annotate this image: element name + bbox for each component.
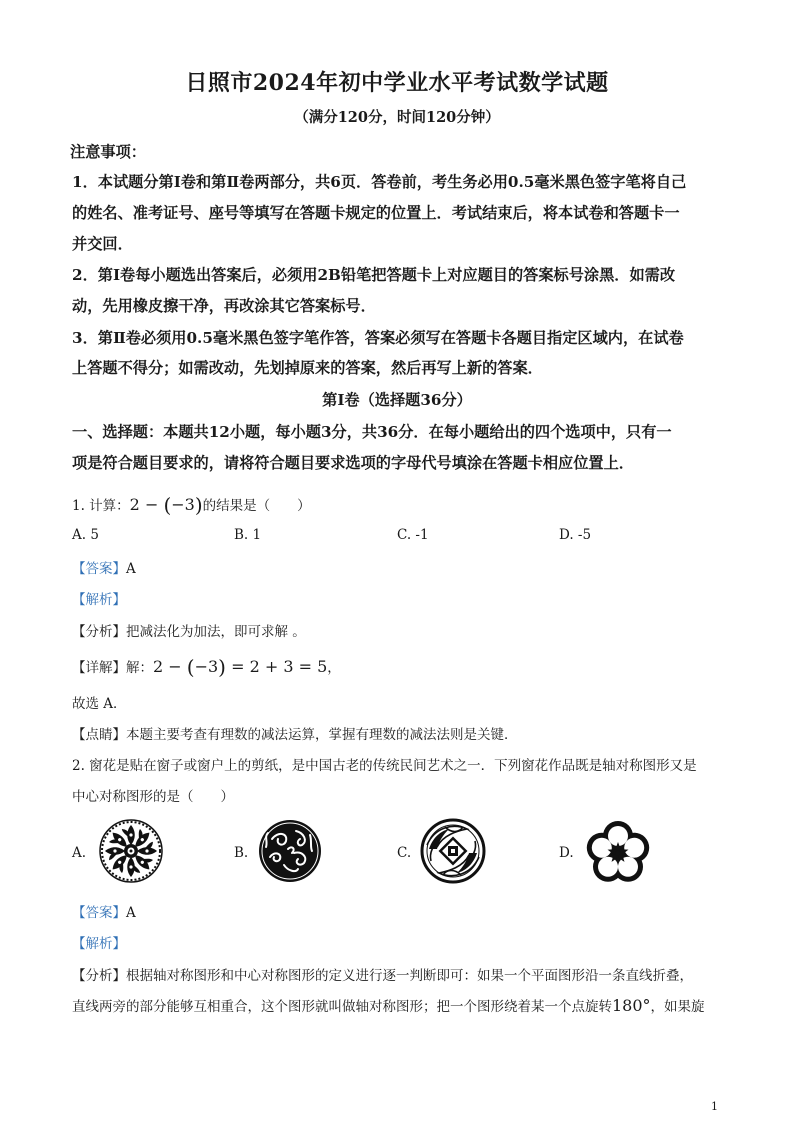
q2-option-c-label: C. — [397, 845, 412, 861]
q1-analysis-tag: 【解析】 — [72, 592, 126, 608]
notes-line: 3．第Ⅱ卷必须用0.5毫米黑色签字笔作答，答案必须写在答题卡各题目指定区域内，在试卷 — [72, 329, 684, 347]
paper-cut-flower-a-icon — [98, 818, 164, 884]
q1-option-b: B. 1 — [234, 527, 262, 543]
q1-stem — [72, 493, 311, 517]
section-intro-line: 项是符合题目要求的，请将符合题目要求选项的字母代号填涂在答题卡相应位置上． — [72, 454, 634, 472]
notes-line: 1．本试题分第Ⅰ卷和第Ⅱ卷两部分，共6页．答卷前，考生务必用0.5毫米黑色签字笔将自己 — [72, 173, 687, 191]
q1-option-a: A. 5 — [72, 527, 99, 543]
paper-cut-flower-b-icon — [257, 818, 323, 884]
paper-cut-flower-d-icon — [580, 818, 656, 888]
q2-stem-line1: 2. 窗花是贴在窗子或窗户上的剪纸，是中国古老的传统民间艺术之一．下列窗花作品既是轴对称图形又是 — [72, 758, 697, 774]
q1-prefix: 1. 计算： — [72, 498, 130, 514]
section-heading: 第Ⅰ卷（选择题36分） — [322, 391, 472, 409]
q2-option-b-label: B. — [234, 845, 249, 861]
paper-cut-flower-c-icon — [420, 818, 486, 884]
q2-stem-line2: 中心对称图形的是（ ） — [72, 789, 234, 805]
section-intro-line: 一、选择题：本题共12小题，每小题3分，共36分．在每小题给出的四个选项中，只有一 — [72, 423, 672, 441]
q1-detail-expression: 2 − (−3) = 2 + 3 = 5 — [153, 655, 328, 679]
q1-expression: 2 − (−3) — [129, 493, 203, 517]
notes-line: 2．第Ⅰ卷每小题选出答案后，必须用2B铅笔把答题卡上对应题目的答案标号涂黑．如需改 — [72, 266, 676, 284]
q1-suffix: 的结果是（ ） — [202, 498, 311, 514]
q1-detail: 【详解】解：2 − (−3) = 2 + 3 = 5， — [72, 655, 341, 679]
q2-option-d-label: D. — [559, 845, 574, 861]
q1-option-c: C. -1 — [397, 527, 429, 543]
page-subtitle: （满分120分，时间120分钟） — [294, 109, 500, 126]
q2-analysis-tag: 【解析】 — [72, 936, 126, 952]
q1-dianjing: 【点睛】本题主要考查有理数的减法运算，掌握有理数的减法法则是关键． — [72, 727, 518, 743]
q1-fenxi: 【分析】把减法化为加法，即可求解 。 — [72, 624, 306, 640]
q2-fenxi-line1: 【分析】根据轴对称图形和中心对称图形的定义进行逐一判断即可：如果一个平面图形沿一条直线折叠， — [72, 968, 693, 984]
notes-heading: 注意事项： — [70, 143, 146, 161]
q2-option-a-label: A. — [72, 845, 87, 861]
q2-answer: 【答案】A — [72, 905, 136, 921]
q1-option-d: D. -5 — [559, 527, 592, 543]
q2-fenxi-line2: 直线两旁的部分能够互相重合，这个图形就叫做轴对称图形；把一个图形绕着某一个点旋转180°，如果旋 — [72, 996, 705, 1015]
page-number: 1 — [711, 1100, 718, 1113]
notes-line: 的姓名、准考证号、座号等填写在答题卡规定的位置上．考试结束后，将本试卷和答题卡一 — [72, 204, 680, 222]
notes-line: 动，先用橡皮擦干净，再改涂其它答案标号． — [72, 297, 376, 315]
q1-answer: 【答案】A — [72, 561, 136, 577]
q1-choose: 故选 A． — [72, 696, 127, 712]
notes-line: 并交回． — [72, 235, 133, 253]
page-title: 日照市2024年初中学业水平考试数学试题 — [185, 70, 609, 96]
notes-line: 上答题不得分；如需改动，先划掉原来的答案，然后再写上新的答案． — [72, 359, 543, 377]
